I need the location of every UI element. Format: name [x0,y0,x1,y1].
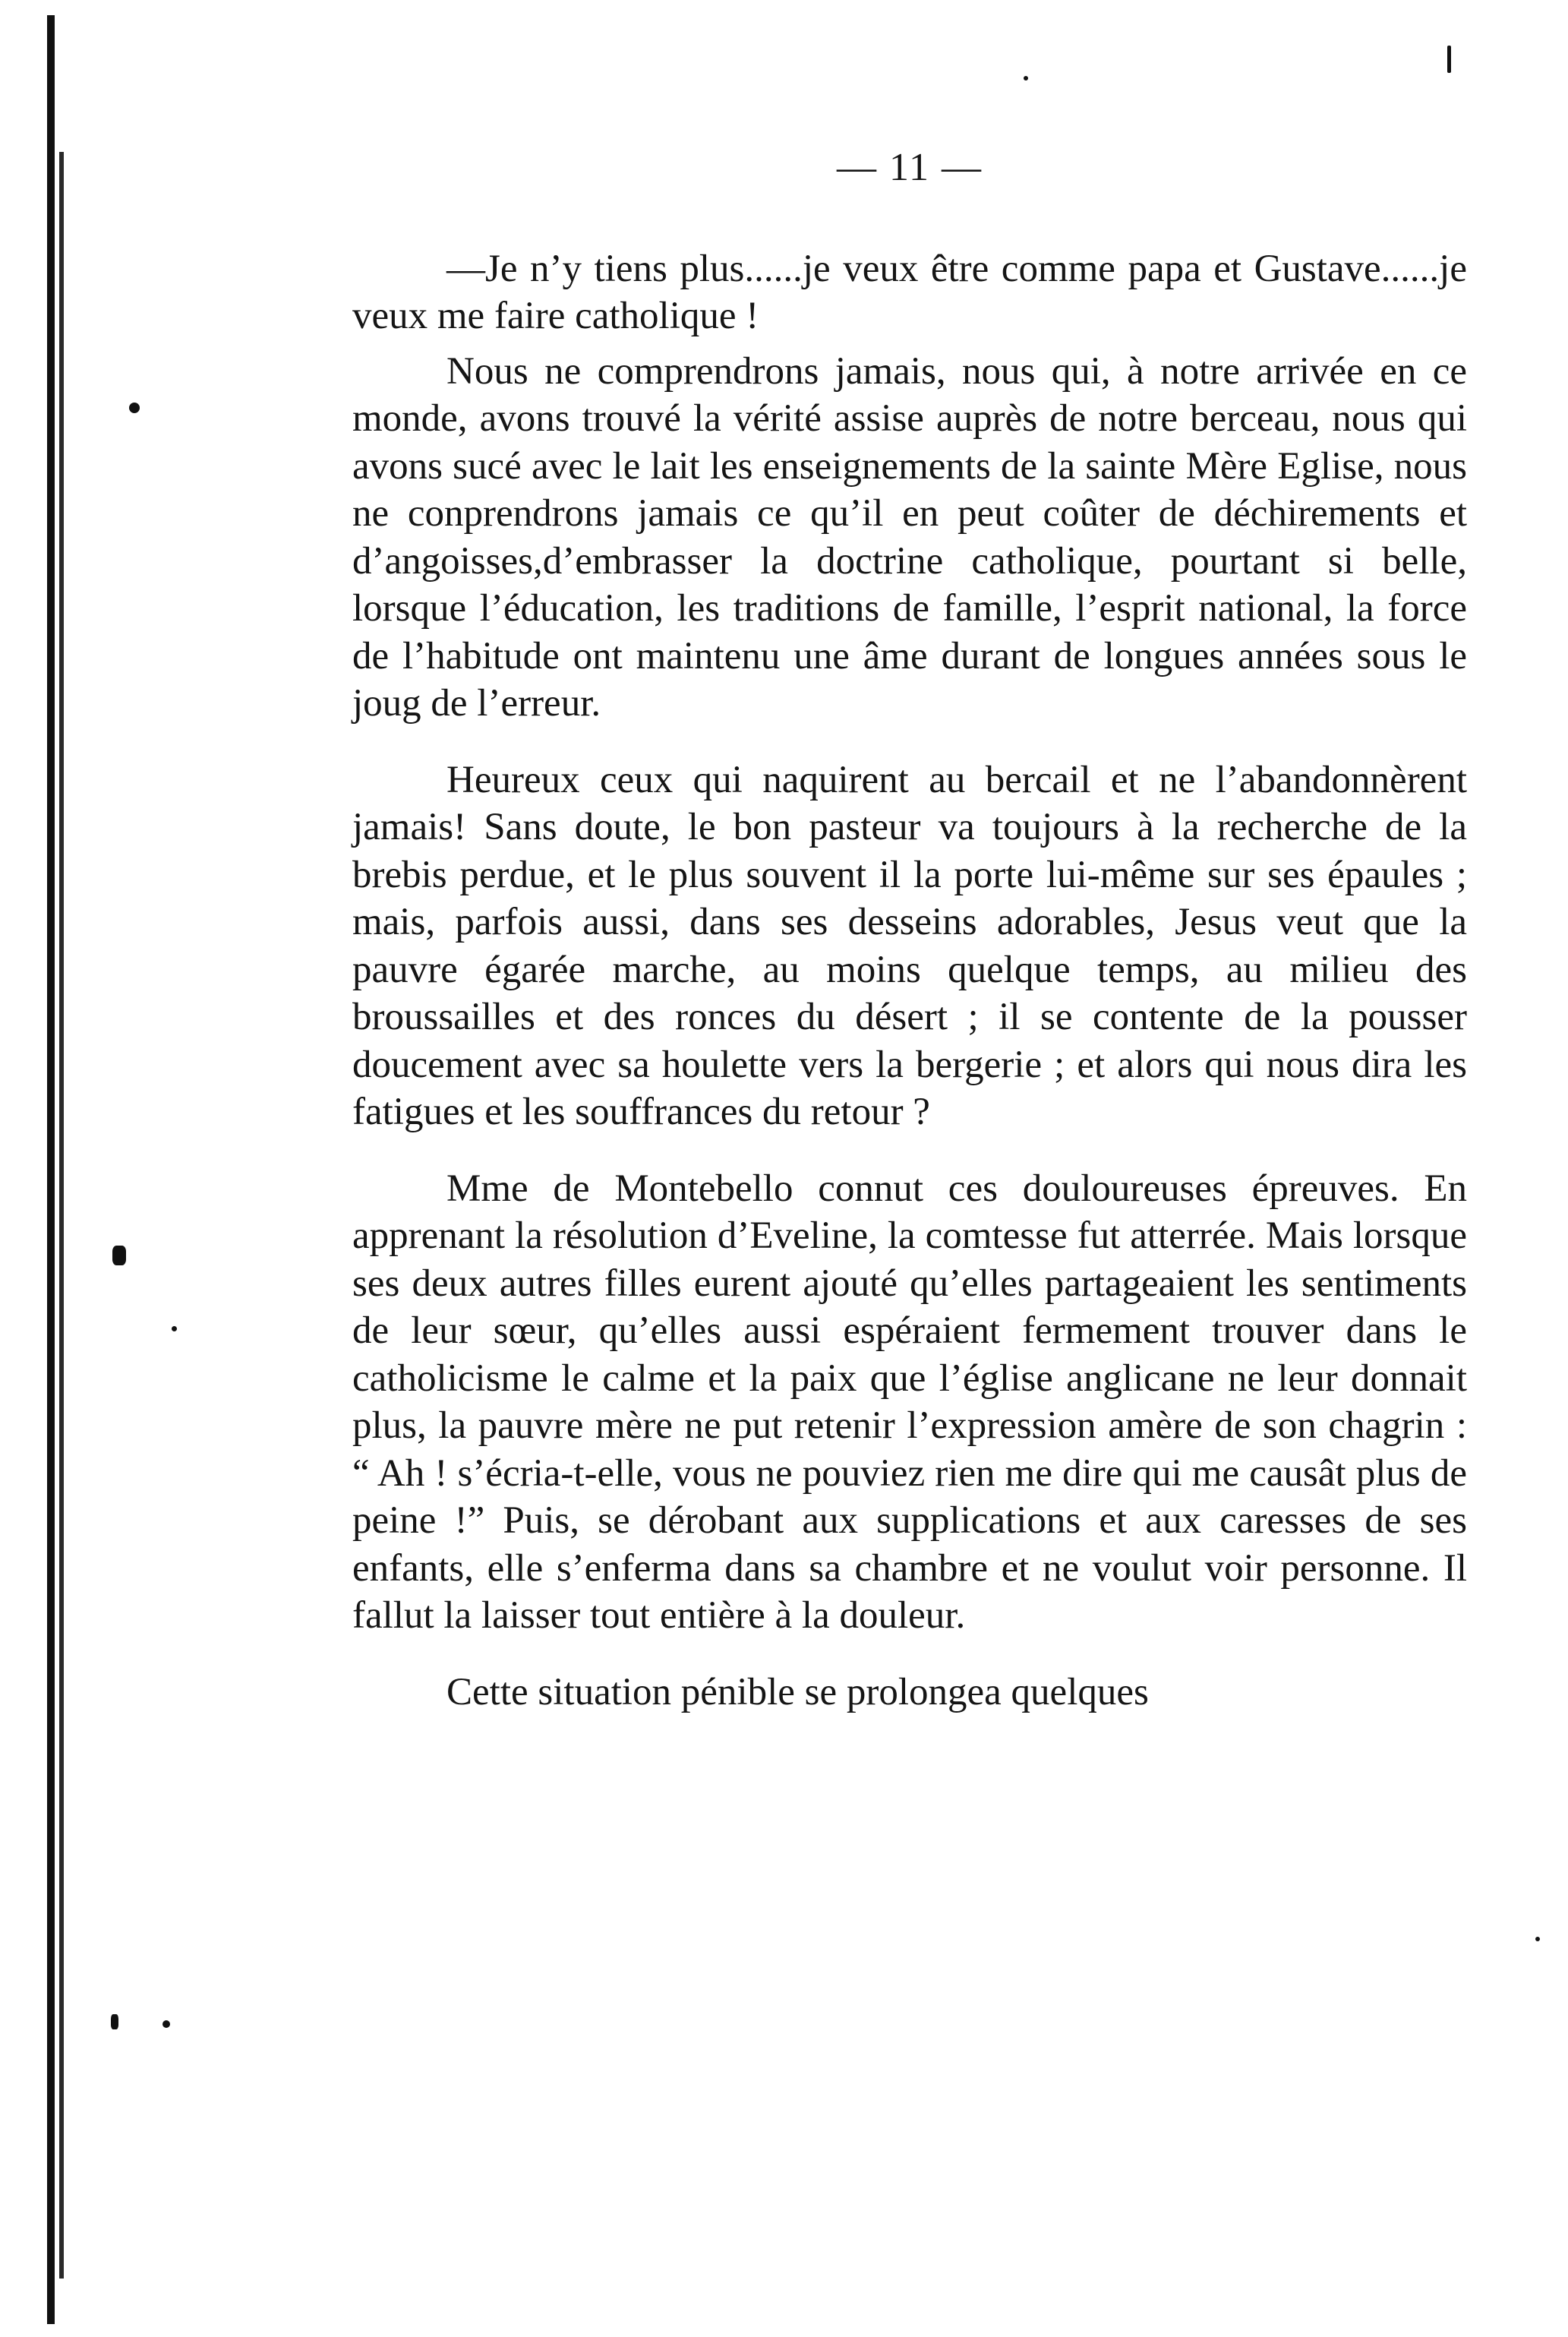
paragraph-3: Heureux ceux qui naquirent au bercail et ne l’abandonnèrent jamais! Sans doute, le bon pasteur va toujours à la recherche de la brebis perdue, et le plus souvent il la porte lui-même sur ses épaules ; mais, parfois aussi, dans ses desseins adorables, Jesus veut que la pauvre égarée marche, au moins quelque temps, au milieu des broussailles et des ronces du désert ; il se contente de la pousser doucement avec sa houlette vers la bergerie ; et alors qui nous dira les fatigues et les souffrances du retour ? [352,758,1467,1133]
paragraph-4: Mme de Montebello connut ces douloureuses épreuves. En apprenant la résolution d’Eveline, la comtesse fut atterrée. Mais lorsque ses deux autres filles eurent ajouté qu’elles partageaient les sentiments de leur sœur, qu’elles aussi espéraient fermement trouver dans le catholicisme le calme et la paix que l’église anglicane ne leur donnait plus, la pauvre mère ne put retenir l’expression amère de son chagrin : “ Ah ! s’écria-t-elle, vous ne pouviez rien me dire qui me causât plus de peine !” Puis, se dérobant aux supplications et aux caresses de ses enfants, elle s’enferma dans sa chambre et ne voulut voir personne. Il fallut la laisser tout entière à la douleur. [352,1167,1467,1637]
paragraph-5: Cette situation pénible se prolongea quelques [446,1670,1149,1713]
ink-speck [172,1326,177,1331]
paragraph-2: Nous ne comprendrons jamais, nous qui, à notre arrivée en ce monde, avons trouvé la vérité assise auprès de notre berceau, nous qui avons sucé avec le lait les enseignements de la sainte Mère Eglise, nous ne conprendrons jamais ce qu’il en peut coûter de déchirements et d’angoisses,d’embrasser la doctrine catholique, pourtant si belle, lorsque l’éducation, les traditions de famille, l’esprit national, la force de l’habitude ont maintenu une âme durant de longues années sous le joug de l’erreur. [352,349,1467,725]
ink-speck [1447,46,1451,73]
page-binding-shadow [59,152,64,2279]
ink-speck [1535,1937,1540,1941]
ink-speck [162,2020,170,2028]
ink-speck [111,2014,118,2029]
page-number: — 11 — [836,146,983,189]
paragraph-1: —Je n’y tiens plus......je veux être comme papa et Gustave......je veux me faire catholique ! [352,247,1467,337]
ink-speck [112,1246,126,1265]
ink-speck [1024,76,1028,81]
page-text [352,144,1467,1723]
ink-speck [129,403,140,413]
page-binding-edge [47,15,55,2324]
